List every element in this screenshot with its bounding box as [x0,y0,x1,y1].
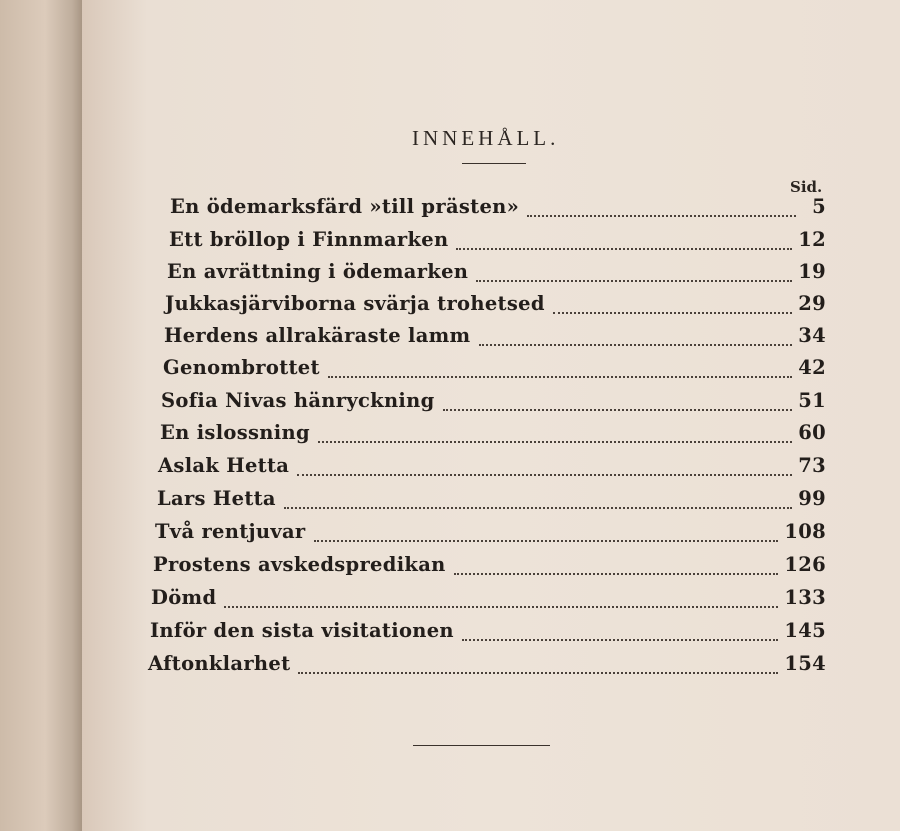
toc-entry-title: Jukkasjärviborna svärja trohetsed [165,292,545,315]
toc-entry-page: 5 [812,195,826,218]
toc-entry [165,292,826,322]
toc-entry-title: En avrättning i ödemarken [167,260,469,283]
toc-entry-page: 126 [784,553,826,576]
toc-entry-page: 73 [798,454,826,477]
toc-entry [157,487,826,517]
toc-entry-page: 60 [798,421,826,444]
dot-leader [298,672,778,674]
toc-entry-page: 145 [784,619,826,642]
toc-entry-title: Två rentjuvar [155,520,306,543]
toc-entry-page: 99 [798,487,826,510]
dot-leader [328,376,792,378]
toc-entry [160,421,826,451]
toc-entry [153,553,826,583]
dot-leader [462,639,778,641]
toc-entry [163,356,826,386]
toc-entry-page: 42 [798,356,826,379]
dot-leader [318,441,792,443]
toc-entry-page: 133 [784,586,826,609]
toc-entry-title: Inför den sista visitationen [150,619,454,642]
toc-entry [167,260,826,290]
toc-entry-page: 29 [798,292,826,315]
toc-entry-title: Lars Hetta [157,487,276,510]
toc-entry-title: Prostens avskedspredikan [153,553,446,576]
toc-entry-title: Genombrottet [163,356,320,379]
dot-leader [527,215,796,217]
dot-leader [314,540,779,542]
toc-entry [169,228,826,258]
toc-entry [158,454,826,484]
toc-entry-page: 34 [798,324,826,347]
dot-leader [553,312,792,314]
toc-entry-title: Dömd [151,586,217,609]
dot-leader [476,280,792,282]
dot-leader [454,573,779,575]
dot-leader [297,474,792,476]
toc-entry-title: En islossning [160,421,310,444]
toc-entry-page: 108 [784,520,826,543]
toc-entry-title: Ett bröllop i Finnmarken [169,228,449,251]
toc-entry-page: 12 [798,228,826,251]
toc-entry [155,520,826,550]
dot-leader [443,409,793,411]
bottom-divider [413,745,550,746]
page-column-label: Sid. [790,178,823,196]
page-title: INNEHÅLL. [412,126,560,150]
toc-entry-title: Herdens allrakäraste lamm [164,324,471,347]
toc-entry [150,619,826,649]
toc-entry-title: Sofia Nivas hänryckning [161,389,435,412]
toc-entry-title: Aslak Hetta [158,454,290,477]
dot-leader [456,248,792,250]
toc-entry-title: En ödemarksfärd »till prästen» [170,195,520,218]
toc-entry-title: Aftonklarhet [148,652,291,675]
toc-entry [151,586,826,616]
toc-entry [161,389,826,419]
toc-entry [164,324,826,354]
dot-leader [284,507,792,509]
toc-entry-page: 154 [784,652,826,675]
toc-entry [148,652,826,682]
toc-entry-page: 51 [798,389,826,412]
toc-entry-page: 19 [798,260,826,283]
dot-leader [479,344,793,346]
toc-entry [170,195,826,225]
dot-leader [224,606,778,608]
